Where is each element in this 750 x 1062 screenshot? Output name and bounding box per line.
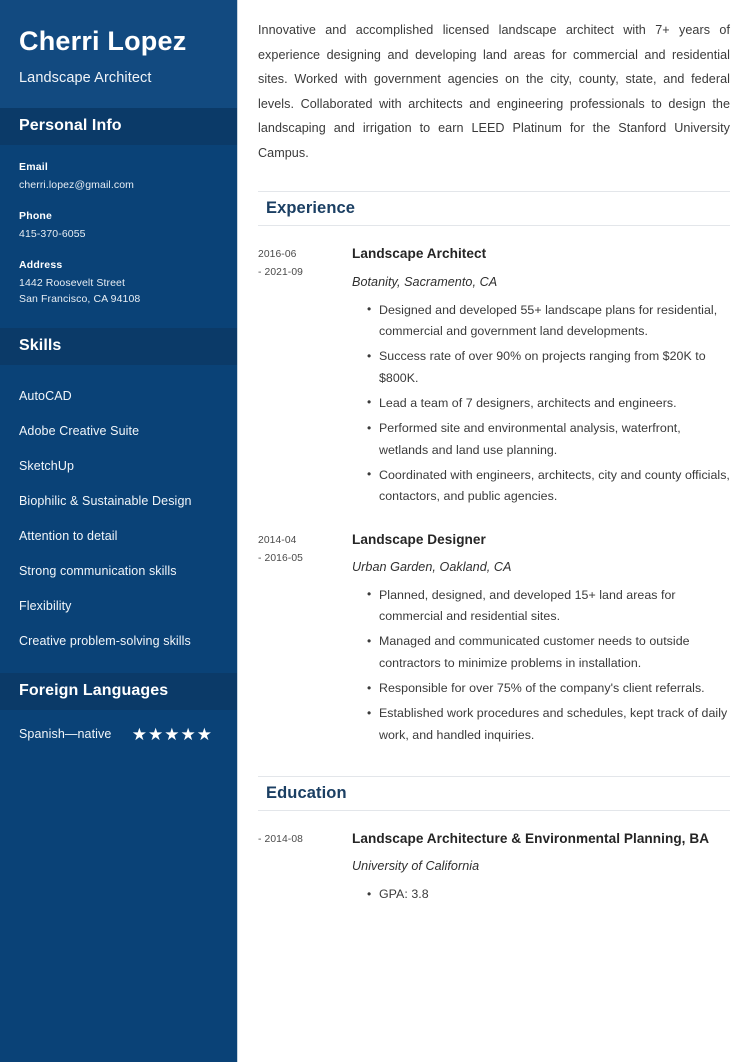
contact-address-label: Address bbox=[19, 259, 63, 272]
contact-address-line1: 1442 Roosevelt Street bbox=[19, 277, 125, 290]
degree-title: Landscape Architecture & Environmental Planning, BA bbox=[352, 831, 710, 847]
job-bullets bbox=[352, 585, 730, 746]
contact-email-value[interactable]: cherri.lopez@gmail.com bbox=[19, 179, 134, 192]
professional-summary: Innovative and accomplished licensed landscape architect with 7+ years of experience designing and developing land areas for commercial and residential sites. Worked with government agencies on the city, county, state, and federal levels. Collaborated with architects and engineering professionals to design the landscaping and irrigation to earn LEED Platinum for the Stanford University Campus. bbox=[258, 23, 730, 160]
star-icon: ★ bbox=[180, 724, 196, 744]
contact-email bbox=[19, 161, 218, 193]
job-company: Botanity, Sacramento, CA bbox=[352, 274, 498, 289]
sidebar-name-block bbox=[0, 0, 237, 108]
education-bullets bbox=[352, 884, 730, 905]
bullet-item: • Established work procedures and schedules, kept track of daily work, and handled inquiries. bbox=[367, 703, 730, 746]
experience-heading-wrap bbox=[258, 191, 730, 226]
bullet-item: • GPA: 3.8 bbox=[367, 884, 730, 905]
contact-address-line2: San Francisco, CA 94108 bbox=[19, 292, 141, 305]
star-icon: ★ bbox=[148, 724, 164, 744]
skill-item: Adobe Creative Suite bbox=[19, 424, 140, 439]
job-company: Urban Garden, Oakland, CA bbox=[352, 559, 512, 574]
foreign-languages-list bbox=[0, 710, 237, 757]
bullet-item: • Planned, designed, and developed 15+ land areas for commercial and residential sites. bbox=[367, 585, 730, 628]
date-end: - 2021-09 bbox=[258, 267, 303, 279]
candidate-job-title: Landscape Architect bbox=[19, 70, 152, 87]
experience-entry bbox=[258, 244, 730, 511]
skills-list bbox=[0, 365, 237, 673]
bullet-item: • Success rate of over 90% on projects ranging from $20K to $800K. bbox=[367, 346, 730, 389]
bullet-item: • Managed and communicated customer needs to outside contractors to minimize problems in installation. bbox=[367, 631, 730, 674]
education-heading-wrap bbox=[258, 776, 730, 811]
education-section bbox=[258, 776, 730, 910]
experience-heading: Experience bbox=[266, 199, 356, 218]
language-rating-stars bbox=[132, 726, 212, 743]
job-title: Landscape Designer bbox=[352, 531, 486, 547]
skill-item: Biophilic & Sustainable Design bbox=[19, 494, 192, 509]
date-end: - 2016-05 bbox=[258, 552, 303, 564]
date-end: - 2014-08 bbox=[258, 834, 303, 846]
contact-phone-label: Phone bbox=[19, 210, 53, 223]
skill-item: Flexibility bbox=[19, 599, 72, 614]
contact-email-label: Email bbox=[19, 161, 49, 174]
skill-item: Attention to detail bbox=[19, 529, 118, 544]
skills-heading: Skills bbox=[0, 328, 237, 365]
language-item bbox=[19, 726, 218, 743]
experience-entry-body bbox=[344, 244, 730, 511]
skill-item: SketchUp bbox=[19, 459, 74, 474]
foreign-languages-heading: Foreign Languages bbox=[0, 673, 237, 710]
job-title: Landscape Architect bbox=[352, 246, 487, 262]
education-entry-body bbox=[344, 829, 730, 910]
skill-item: Strong communication skills bbox=[19, 564, 177, 579]
skill-item: AutoCAD bbox=[19, 389, 72, 404]
contact-phone bbox=[19, 210, 218, 242]
skill-item: Creative problem-solving skills bbox=[19, 634, 191, 649]
experience-entry-body bbox=[344, 530, 730, 751]
experience-section bbox=[258, 191, 730, 750]
experience-entry-dates bbox=[258, 530, 344, 751]
star-icon: ★ bbox=[164, 724, 180, 744]
bullet-item: • Performed site and environmental analysis, waterfront, wetlands and land use planning. bbox=[367, 418, 730, 461]
sidebar bbox=[0, 0, 238, 1062]
date-start: 2016-06 bbox=[258, 249, 297, 261]
job-bullets bbox=[352, 300, 730, 508]
experience-entry-dates bbox=[258, 244, 344, 511]
school-name: University of California bbox=[352, 859, 480, 874]
bullet-item: • Coordinated with engineers, architects, city and county officials, contactors, and public agencies. bbox=[367, 465, 730, 508]
contact-phone-value[interactable]: 415-370-6055 bbox=[19, 228, 86, 241]
star-icon: ★ bbox=[196, 724, 212, 744]
candidate-name: Cherri Lopez bbox=[19, 26, 187, 56]
date-start: 2014-04 bbox=[258, 534, 297, 546]
personal-info-heading: Personal Info bbox=[0, 108, 237, 145]
bullet-item: • Designed and developed 55+ landscape plans for residential, commercial and government land developments. bbox=[367, 300, 730, 343]
star-icon: ★ bbox=[131, 724, 147, 744]
education-entry-dates bbox=[258, 829, 344, 910]
bullet-item: • Responsible for over 75% of the company's client referrals. bbox=[367, 678, 730, 699]
bullet-item: • Lead a team of 7 designers, architects and engineers. bbox=[367, 393, 730, 414]
education-entry bbox=[258, 829, 730, 910]
education-heading: Education bbox=[266, 784, 347, 803]
personal-info-body bbox=[0, 145, 237, 328]
contact-address bbox=[19, 259, 218, 306]
experience-entry bbox=[258, 530, 730, 751]
language-name: Spanish—native bbox=[19, 727, 112, 742]
main-column bbox=[238, 0, 750, 1062]
